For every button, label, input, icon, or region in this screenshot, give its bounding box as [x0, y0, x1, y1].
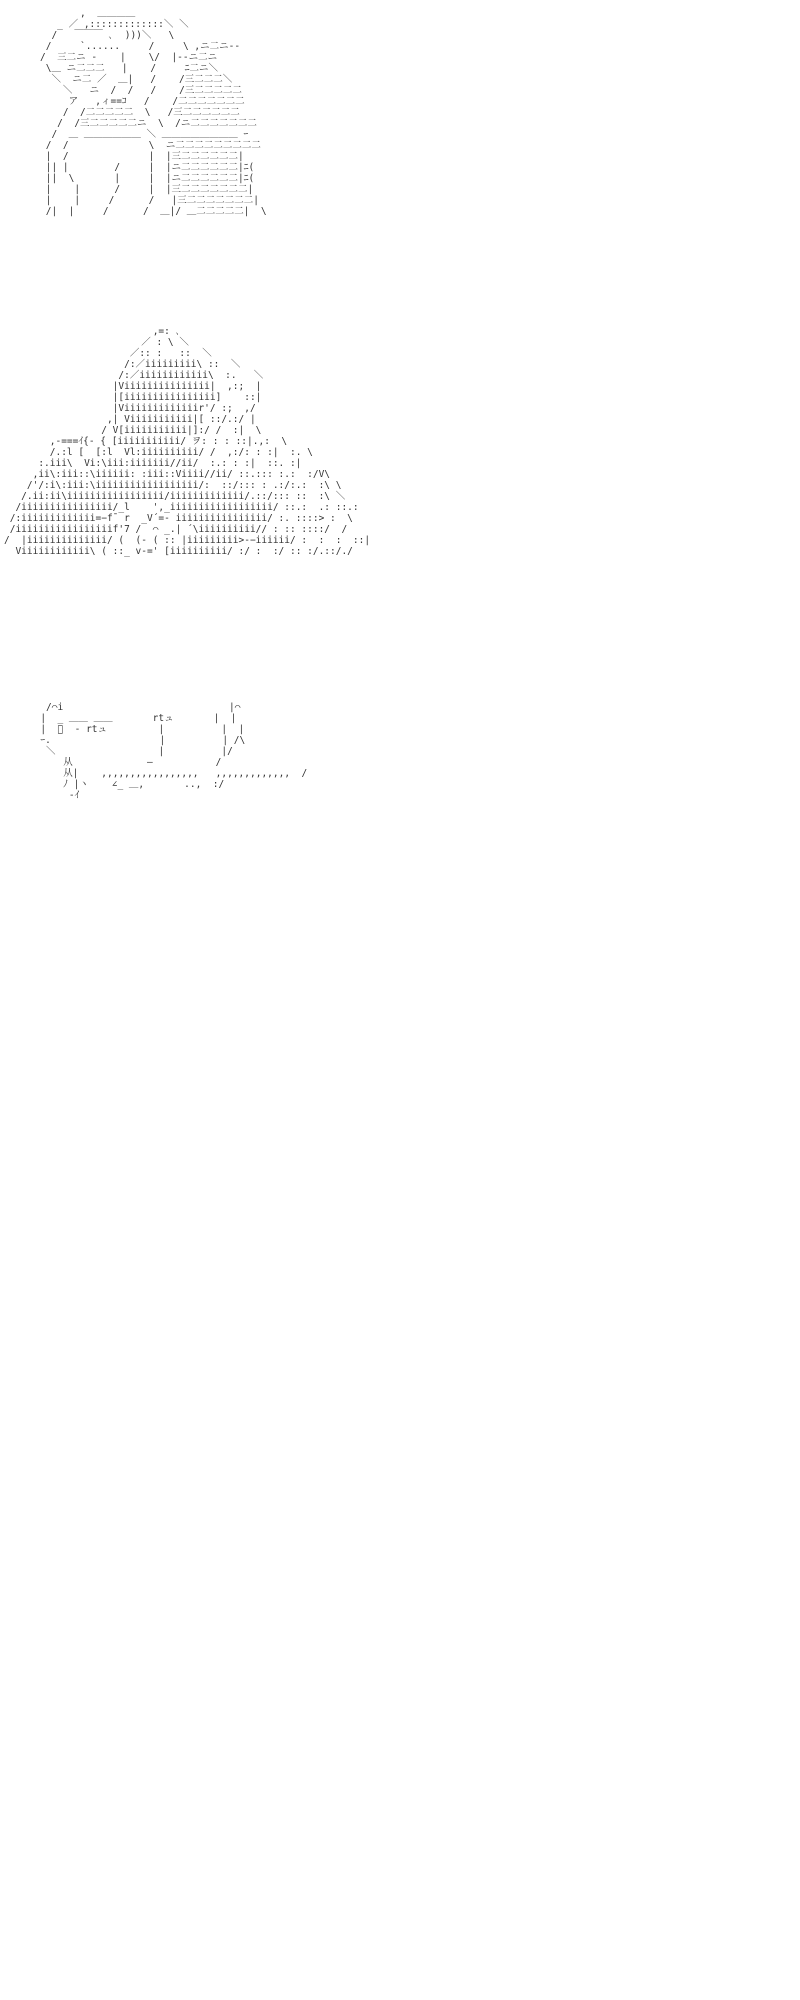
ascii-art-figure-1: , ＿＿＿＿ _ ／ ,:::::::::::::＼ ＼ / ￣￣￣ ､ )))＼ \ / `...... / \ ,ニ二ニ-‐ / 三二ニ ‐ | \/ |--ニ二ニ \＿ ニ二二二 | / ﾆ二ニ＼ ＼ ニ二 ／ ＿| / /三二二二＼ ＼ ニ / / / /三二二二二二 ア ,ィ==ｺ / /二二二二二二二 / /二二二二二 \ /三二二二二二二 / /三二二二二二ニ \ /ニ二二二二二二二 / ＿ ＿＿＿＿＿＿ ＼ ＿＿＿＿＿＿＿＿ ｰ / / \ ニ二二二二二二二二二 | / | |三二二二二二二| || | / | |ニ二二二二二二|ﾆ( || \ | | |ニ二二二二二二|ﾆ( | | / | |三二二二二二二二| | | / / |三二二二二二二二| /| | / / ＿|/ ＿二二二二二| \ [40, 8, 267, 217]
ascii-art-figure-2: ,=: ､ ／ : \ ＼ ／:: : :: ＼ /:／iiiiiiiii\ :: ＼ /:／iiiiiiiiiiii\ :. ＼ |Viiiiiiiiiiiiiii| ,:; | |[iiiiiiiiiiiiiiii] ::| |Viiiiiiiiiiiiir'/ :; ,/ ,| Viiiiiiiiiii|[ ::/.:/ | / V[iiiiiiiiiii|]:/ / :| \ ,-===ｲ{- { [iiiiiiiiiii/ ヲ: : : ::|.,: \ /.:l [ [:l Vl:iiiiiiiiii/ / ,:/: : :| :. \ :.iii\ Vi:\iii:iiiiiii//ii/ :.: : :| ::. :| ,ii\:iii::\iiiiii: :iii::Viiii//ii/ ::.::: :.: :/V\ /'/:i\:iii:\iiiiiiiiiiiiiiiiii/: ::/::: : .:/:.: :\ \ /.ii:ii\iiiiiiiiiiiiiiiii/iiiiiiiiiiiii/.::/::: :: :\ ＼ /iiiiiiiiiiiiiiii/_l ',_iiiiiiiiiiiiiiiiii/ ::.: .: ::.: /:iiiiiiiiiiiii=−f¯ r _V´=- iiiiiiiiiiiiiiii/ :. ::::> : \ /iiiiiiiiiiiiiiiiif'7 / ⌒ _.| ´\iiiiiiiiii// : :: ::::/ / / |iiiiiiiiiiiiii/ ( (- ( :: |iiiiiiiii>-−iiiiii/ : : : ::| Viiiiiiiiiiii\ ( ::_ v-=' [iiiiiiiiii/ :/ : :/ :: :/.::/./ [4, 326, 371, 557]
ascii-art-figure-3: /⌒i |⌒ | _ ＿＿ ＿＿ rtュ | | | ﾞ - rtュ | | | ｰ. | | /\ ＼ | |/ 从 ― / 从| ,,,,,,,,,,,,,,,,, ,,,,,,,,,,,,, / ﾉ |ヽ ∠_ ＿, .., :/ -ｲ [40, 702, 308, 801]
